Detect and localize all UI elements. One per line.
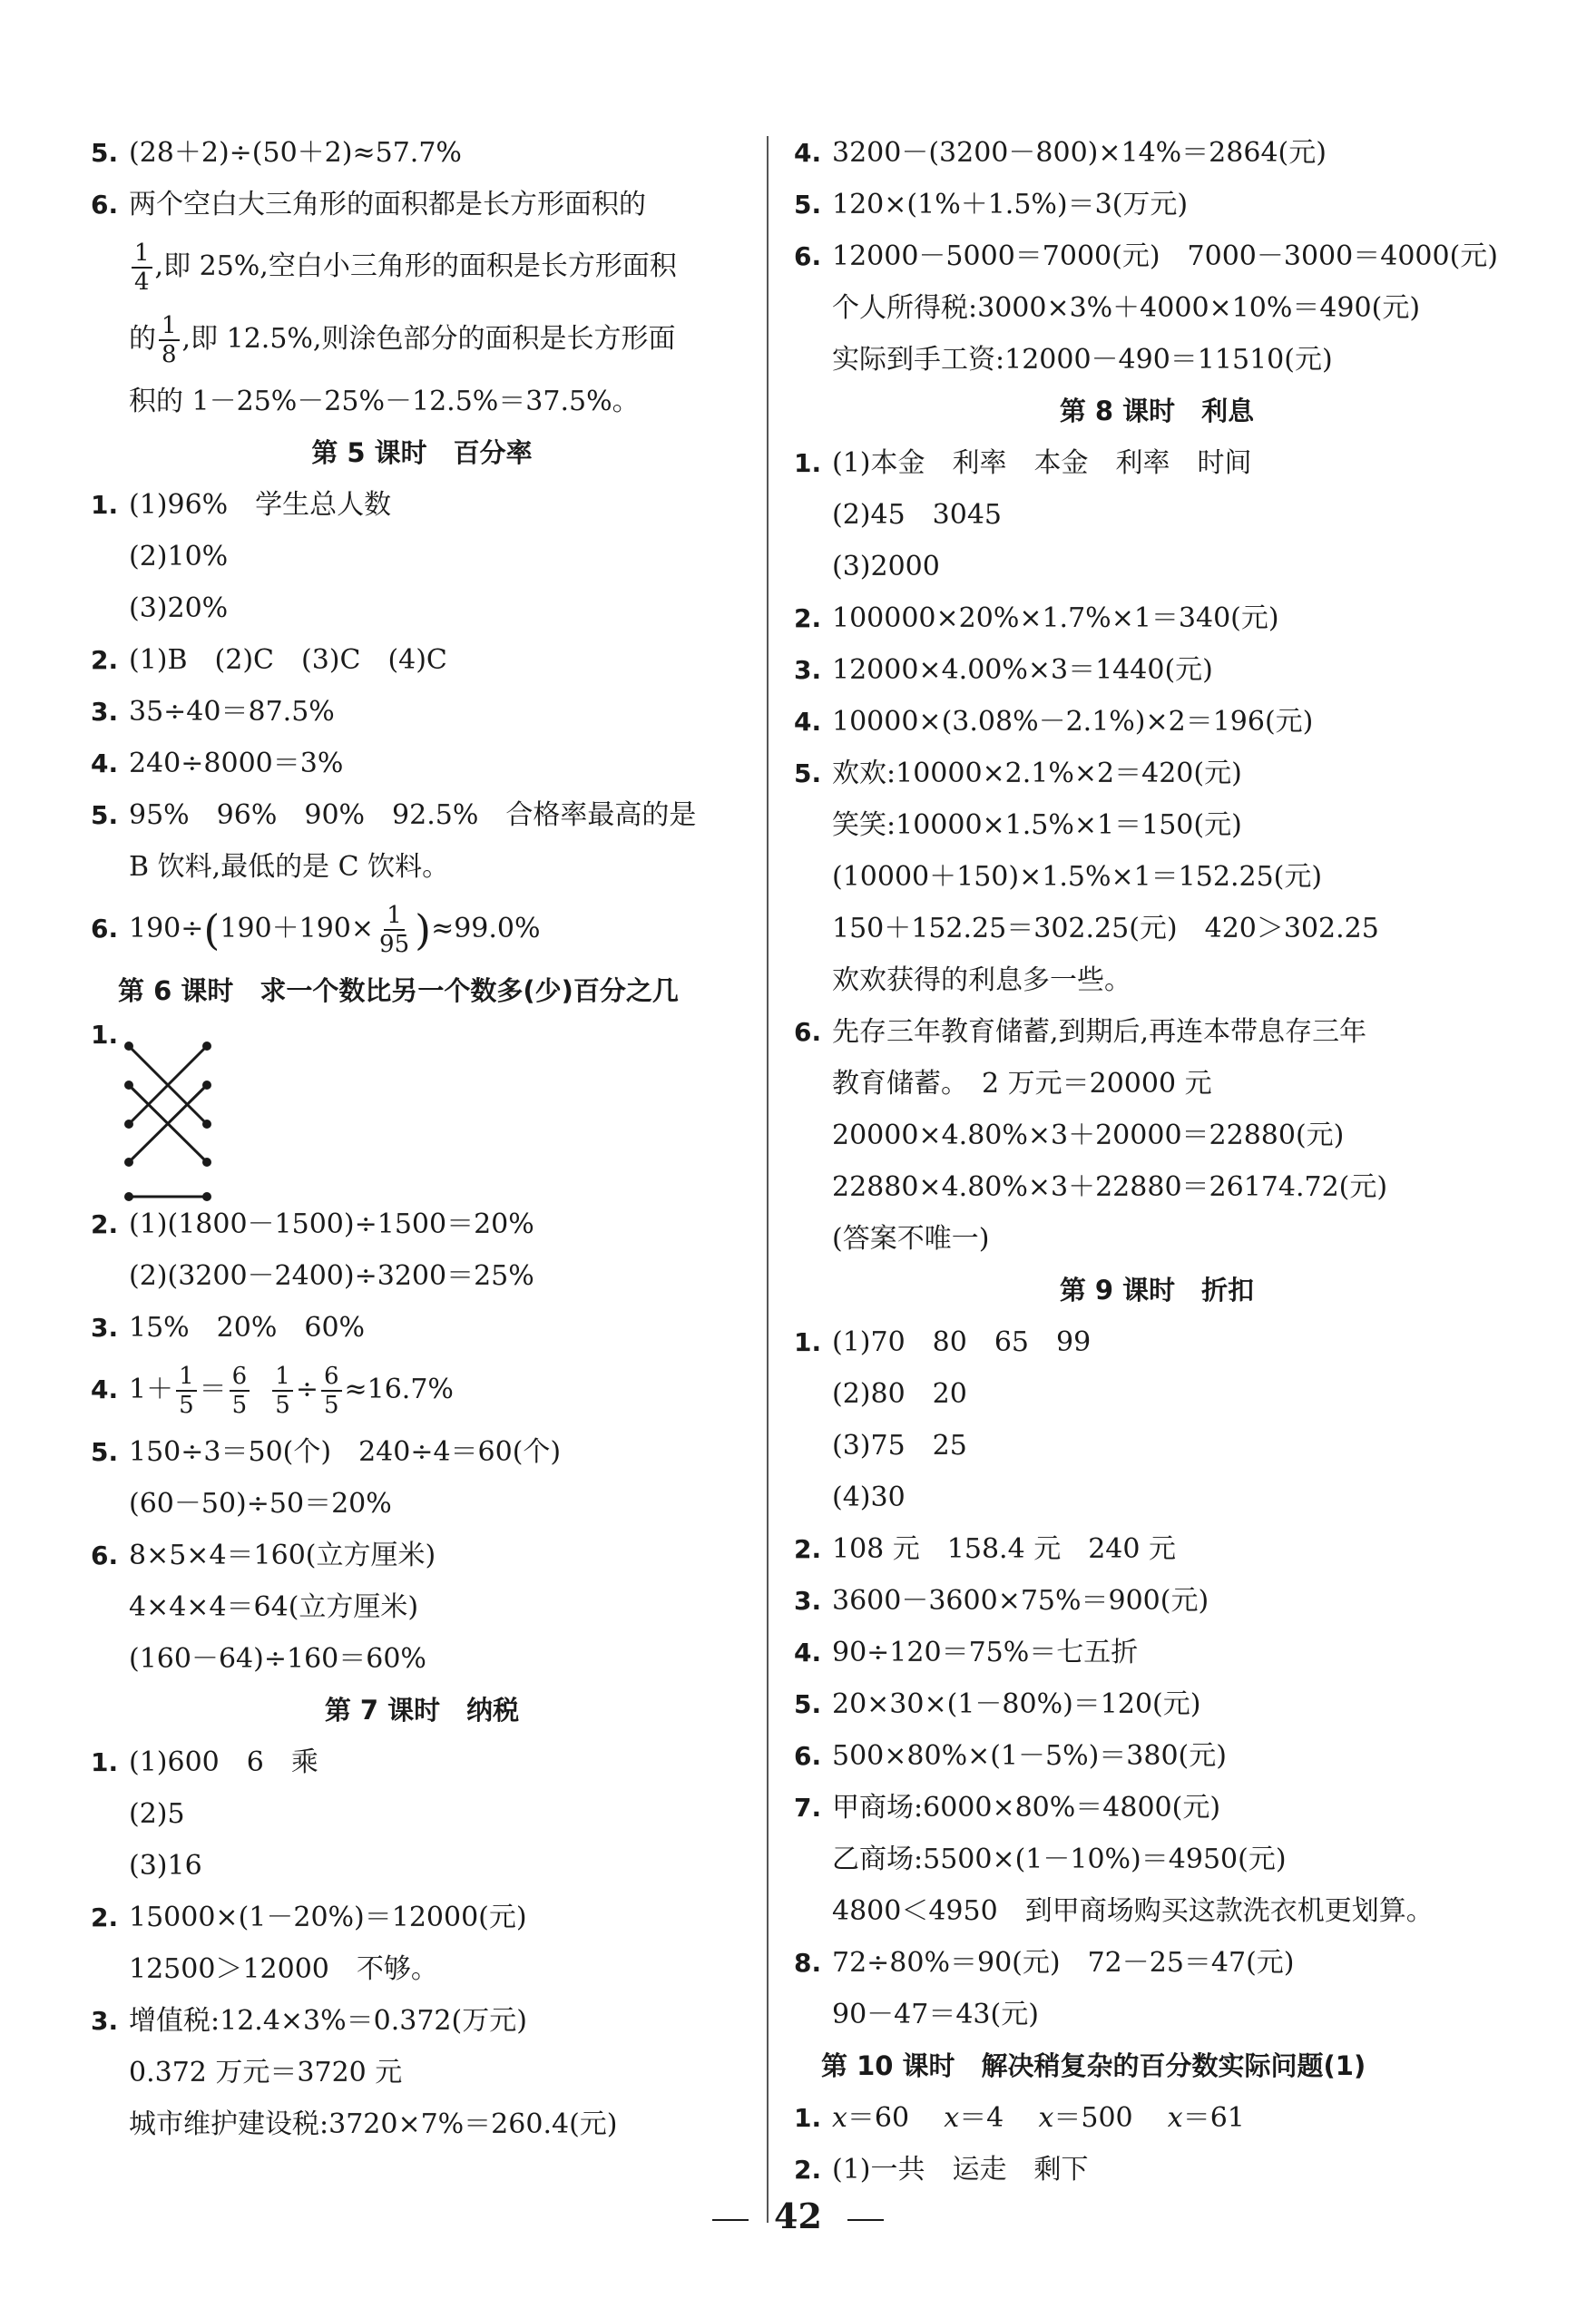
section-title: 第 6 课时 求一个数比另一个数多(少)百分之几 (118, 975, 679, 1006)
dash-right (847, 2219, 884, 2221)
answer-line: 6. 先存三年教育储蓄,到期后,再连本带息存三年 (794, 1016, 1367, 1048)
left-column (91, 127, 753, 2150)
answer-line: (3)16 (129, 1850, 202, 1882)
answer-line: (2)10% (129, 541, 229, 572)
line-matching-figure (118, 1026, 299, 1208)
section-title: 第 5 课时 百分率 (311, 437, 533, 468)
answer-line: 教育储蓄。 2 万元＝20000 元 (832, 1068, 1212, 1100)
answer-line: 3. 15% 20% 60% (91, 1312, 366, 1344)
right-column (794, 127, 1520, 2196)
answer-line: 1. (1)本金 利率 本金 利率 时间 (794, 447, 1252, 479)
answer-line: (3)75 25 (832, 1430, 967, 1462)
answer-line: 4. 1＋ $\frac{1}{5}$ ＝ $\frac{6}{5}$ $\frac{1}{5}$ ÷ $\frac{6}{5}$ ≈16.7% (91, 1363, 454, 1419)
fraction: $\frac{1}{95}$ (379, 902, 410, 958)
answer-line: 5. 95% 96% 90% 92.5% 合格率最高的是 (91, 799, 697, 831)
answer-line: 2. (1)B (2)C (3)C (4)C (91, 644, 447, 676)
answer-line: 90－47＝43(元) (832, 1999, 1039, 2030)
answer-line: 3. 增值税:12.4×3%＝0.372(万元) (91, 2005, 527, 2037)
answer-line: 150＋152.25＝302.25(元) 420＞302.25 (832, 913, 1379, 944)
answer-line: B 饮料,最低的是 C 饮料。 (129, 851, 450, 883)
answer-line: 3. 3600－3600×75%＝900(元) (794, 1585, 1209, 1617)
answer-line: (60－50)÷50＝20% (129, 1488, 392, 1520)
page-number: 42 (0, 2196, 1596, 2236)
answer-line: 欢欢获得的利息多一些。 (832, 964, 1131, 996)
answer-line: 个人所得税:3000×3%＋4000×10%＝490(元) (832, 292, 1421, 324)
matching-diagram: 1. (91, 1017, 753, 1198)
answer-line: (3)2000 (832, 551, 940, 582)
fraction: $\frac{6}{5}$ (230, 1363, 250, 1419)
answer-line: 8. 72÷80%＝90(元) 72－25＝47(元) (794, 1947, 1295, 1979)
fraction: $\frac{6}{5}$ (321, 1363, 342, 1419)
answer-line: 6. 两个空白大三角形的面积都是长方形面积的 (91, 189, 646, 220)
answer-line: 22880×4.80%×3＋22880＝26174.72(元) (832, 1171, 1388, 1203)
answer-line: (3)20% (129, 592, 229, 624)
answer-line: 2. (1)一共 运走 剩下 (794, 2154, 1089, 2186)
answer-line: 2. 100000×20%×1.7%×1＝340(元) (794, 602, 1279, 634)
answer-line: 12500＞12000 不够。 (129, 1953, 438, 1985)
answer-line: (4)30 (832, 1482, 906, 1513)
answer-line: 5. (28＋2)÷(50＋2)≈57.7% (91, 137, 462, 169)
answer-line: 1. (1)96% 学生总人数 (91, 489, 392, 521)
answer-line: 3. 12000×4.00%×3＝1440(元) (794, 654, 1213, 686)
answer-line: 笑笑:10000×1.5%×1＝150(元) (832, 809, 1242, 841)
answer-line: (2)80 20 (832, 1378, 967, 1410)
answer-line: 1. (1)600 6 乘 (91, 1746, 318, 1778)
answer-line: 4. 10000×(3.08%－2.1%)×2＝196(元) (794, 706, 1314, 738)
answer-line: 5. 欢欢:10000×2.1%×2＝420(元) (794, 758, 1242, 789)
answer-line: 5. 150÷3＝50(个) 240÷4＝60(个) (91, 1436, 562, 1468)
answer-line: 2. (1)(1800－1500)÷1500＝20% (91, 1208, 534, 1240)
section-title: 第 7 课时 纳税 (324, 1695, 520, 1726)
answer-line: 5. 20×30×(1－80%)＝120(元) (794, 1688, 1201, 1720)
answer-line: 4. 90÷120＝75%＝七五折 (794, 1637, 1139, 1668)
answer-line: 0.372 万元＝3720 元 (129, 2057, 403, 2088)
column-divider (767, 136, 769, 2223)
answer-line: (2)5 (129, 1798, 185, 1830)
answer-line: 实际到手工资:12000－490＝11510(元) (832, 344, 1333, 376)
answer-line: 7. 甲商场:6000×80%＝4800(元) (794, 1792, 1221, 1824)
answer-line: 4800＜4950 到甲商场购买这款洗衣机更划算。 (832, 1895, 1434, 1927)
answer-line: 的 $\frac{1}{8}$ ,即 12.5%,则涂色部分的面积是长方形面 (129, 312, 676, 368)
answer-line: 20000×4.80%×3＋20000＝22880(元) (832, 1120, 1345, 1151)
answer-line: 1. (1)70 80 65 99 (794, 1326, 1092, 1358)
answer-line: 乙商场:5500×(1－10%)＝4950(元) (832, 1844, 1287, 1875)
answer-line: (10000＋150)×1.5%×1＝152.25(元) (832, 861, 1323, 893)
answer-line: 2. 108 元 158.4 元 240 元 (794, 1533, 1177, 1565)
answer-line: 6. 12000－5000＝7000(元) 7000－3000＝4000(元) (794, 240, 1498, 272)
answer-line: 6. 8×5×4＝160(立方厘米) (91, 1540, 436, 1571)
answer-line: $\frac{1}{4}$ ,即 25%,空白小三角形的面积是长方形面积 (91, 230, 753, 303)
fraction: $\frac{1}{5}$ (176, 1363, 197, 1419)
section-title: 第 8 课时 利息 (1059, 396, 1255, 426)
answer-line: 4. 240÷8000＝3% (91, 748, 344, 779)
answer-line: 城市维护建设税:3720×7%＝260.4(元) (129, 2108, 618, 2140)
answer-line: (2)45 3045 (832, 499, 1003, 531)
answer-line: 1. x＝60 x＝4 x＝500 x＝61 (794, 2102, 1245, 2134)
dash-left (712, 2219, 749, 2221)
answer-line: 积的 1－25%－25%－12.5%＝37.5%。 (129, 386, 640, 417)
section-title: 第 9 课时 折扣 (1059, 1275, 1255, 1306)
answer-line: 3. 35÷40＝87.5% (91, 696, 335, 728)
fraction: $\frac{1}{4}$ (132, 240, 152, 296)
section-title: 第 10 课时 解决稍复杂的百分数实际问题(1) (821, 2050, 1366, 2081)
answer-line: 2. 15000×(1－20%)＝12000(元) (91, 1902, 527, 1933)
fraction: $\frac{1}{5}$ (272, 1363, 293, 1419)
answer-line: 4. 3200－(3200－800)×14%＝2864(元) (794, 137, 1327, 169)
fraction: $\frac{1}{8}$ (159, 312, 180, 368)
answer-line: (2)(3200－2400)÷3200＝25% (129, 1260, 534, 1292)
answer-line: 4×4×4＝64(立方厘米) (129, 1591, 419, 1623)
answer-line: 6. 190÷(190＋190× $\frac{1}{95}$ )≈99.0% (91, 902, 541, 958)
answer-line: 6. 500×80%×(1－5%)＝380(元) (794, 1740, 1227, 1772)
answer-line: (160－64)÷160＝60% (129, 1643, 426, 1675)
answer-line: (答案不唯一) (832, 1223, 990, 1255)
answer-line: 5. 120×(1%＋1.5%)＝3(万元) (794, 189, 1189, 220)
